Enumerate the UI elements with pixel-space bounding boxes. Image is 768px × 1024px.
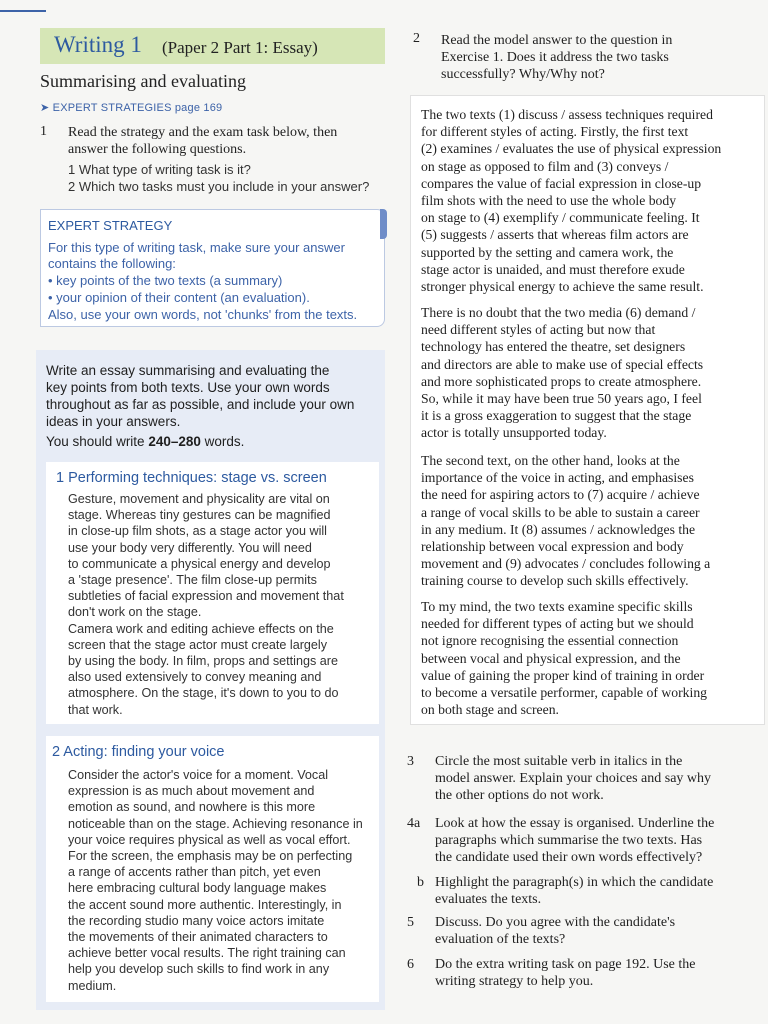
text-1-line: in close-up film shots, as a stage actor you will xyxy=(68,524,327,539)
expert-strategy-line: Also, use your own words, not 'chunks' from the texts. xyxy=(48,307,358,322)
q2-line: Read the model answer to the question in xyxy=(441,33,673,48)
exercise-line: paragraphs which summarise the two texts. Has xyxy=(435,833,703,848)
section-title-band xyxy=(40,28,385,64)
task-instruction: throughout as far as possible, and include your own xyxy=(46,397,355,412)
model-answer-line: and more sophisticated props to create atmosphere. xyxy=(421,373,702,389)
text-1-line: Gesture, movement and physicality are vital on xyxy=(68,492,330,506)
text-1-line: screen that the stage actor must create largely xyxy=(68,637,328,652)
model-answer-line: it is a gross exaggeration to suggest that the stage xyxy=(421,408,692,424)
model-answer-line: between vocal and physical expression, and the xyxy=(421,650,681,666)
page-subtitle: Summarising and evaluating xyxy=(40,71,246,91)
model-answer-line: training course to develop such skills effectively. xyxy=(421,573,689,589)
exercise-line: Circle the most suitable verb in italics in the xyxy=(435,754,683,769)
q1-subquestion: 2 Which two tasks must you include in your answer? xyxy=(68,179,370,194)
text-2-line: the movements of their animated characters to xyxy=(68,930,328,944)
model-answer-line: on both stage and screen. xyxy=(421,702,559,718)
model-answer-line: on stage to (4) exemplify / communicate feeling. It xyxy=(421,210,700,226)
exercise-number: 5 xyxy=(407,915,414,930)
model-answer-line: importance of the voice in acting, and emphasises xyxy=(421,470,694,486)
section-subtitle-paren: (Paper 2 Part 1: Essay) xyxy=(162,38,318,57)
text-2-line: expression is as much about movement and xyxy=(68,784,315,799)
model-answer-line: and directors are able to make use of special effects xyxy=(421,356,704,372)
exercise-number: 3 xyxy=(407,754,414,769)
q2-line: successfully? Why/Why not? xyxy=(441,67,605,82)
text-2-line: achieve better vocal results. The right training can xyxy=(68,946,346,961)
expert-strategies-link[interactable]: ➤ EXPERT STRATEGIES page 169 xyxy=(40,102,223,114)
text-2-line: a range of accents rather than pitch, yet even xyxy=(68,865,321,880)
model-answer-line: relationship between vocal expression and body xyxy=(421,539,684,554)
model-answer-line: film shots with the need to use the whole body xyxy=(421,193,677,208)
exercise-line: the other options do not work. xyxy=(435,788,604,803)
expert-strategy-tab xyxy=(380,209,387,239)
text-1-line: a 'stage presence'. The film close-up permits xyxy=(68,573,317,587)
expert-strategy-bullet: • your opinion of their content (an evaluation). xyxy=(48,290,310,305)
exercise-line: evaluation of the texts? xyxy=(435,932,566,947)
exercise-line: the candidate used their own words effectively? xyxy=(435,850,703,865)
exercise-line: Discuss. Do you agree with the candidate's xyxy=(435,915,676,930)
word-count-instruction: You should write 240–280 words. xyxy=(46,434,245,449)
exercise-line: Look at how the essay is organised. Underline the xyxy=(435,816,715,831)
model-answer-line: value of gaining the proper kind of training in order xyxy=(421,667,705,683)
exercise-line: Highlight the paragraph(s) in which the candidate xyxy=(435,875,714,890)
model-answer-line: (2) examines / evaluates the use of physical expression xyxy=(421,141,722,157)
q1-subquestion: 1 What type of writing task is it? xyxy=(68,162,251,177)
model-answer-line: So, while it may have been true 50 years ago, I feel xyxy=(421,391,702,406)
model-answer-line: for different styles of acting. Firstly, the first text xyxy=(421,124,689,140)
text-1-line: stage. Whereas tiny gestures can be magnified xyxy=(68,508,331,523)
q1-number: 1 xyxy=(40,124,47,139)
model-answer-line: The second text, on the other hand, looks at the xyxy=(421,453,680,468)
text-2-line: For the screen, the emphasis may be on perfecting xyxy=(68,849,353,863)
text-1-line: don't work on the stage. xyxy=(68,605,202,620)
text-2-line: noticeable than on the stage. Achieving resonance in xyxy=(68,816,363,831)
text-2-heading: 2 Acting: finding your voice xyxy=(52,744,225,760)
text-2-line: the recording studio many voice actors imitate xyxy=(68,913,325,928)
model-answer-line: a range of vocal skills to be able to sustain a career xyxy=(421,504,700,520)
text-1-heading: 1 Performing techniques: stage vs. screen xyxy=(56,470,327,486)
text-1-line: that work. xyxy=(68,702,123,717)
task-instruction: ideas in your answers. xyxy=(46,414,181,429)
model-answer-line: There is no doubt that the two media (6) demand / xyxy=(421,305,696,320)
exercise-line: evaluates the texts. xyxy=(435,892,542,907)
model-answer-line: stage actor is unaided, and must therefore exude xyxy=(421,261,685,277)
text-1-line: use your body very differently. You will need xyxy=(68,540,312,555)
model-answer-line: the need for aspiring actors to (7) acquire / achieve xyxy=(421,487,700,503)
q1-line: answer the following questions. xyxy=(68,142,247,157)
section-title: Writing 1 xyxy=(54,32,142,57)
exercise-line: model answer. Explain your choices and say why xyxy=(435,771,712,786)
model-answer-line: stronger physical energy to achieve the same result. xyxy=(421,279,704,294)
exercise-number: 4a xyxy=(407,816,421,831)
exercise-line: writing strategy to help you. xyxy=(435,974,594,989)
task-instruction: key points from both texts. Use your own words xyxy=(46,380,330,395)
model-answer-line: in any medium. It (8) assumes / acknowledges the xyxy=(421,521,696,537)
model-answer-line: movement and (9) advocates / concludes following a xyxy=(421,556,711,572)
text-2-line: here embracing cultural body language makes xyxy=(68,881,327,896)
text-2-line: the accent sound more authentic. Interestingly, in xyxy=(68,897,342,912)
model-answer-line: To my mind, the two texts examine specific skills xyxy=(421,599,693,614)
model-answer-line: supported by the setting and camera work, the xyxy=(421,244,674,260)
expert-strategy-line: contains the following: xyxy=(48,256,176,271)
word-count: 240–280 xyxy=(148,434,201,449)
top-rule xyxy=(0,10,46,12)
model-answer-line: to become a versatile performer, capable of working xyxy=(421,685,708,700)
model-answer-line: needed for different types of acting but we should xyxy=(421,616,694,632)
q2-number: 2 xyxy=(413,31,420,46)
model-answer-line: (5) suggests / asserts that whereas film actors are xyxy=(421,227,689,243)
model-answer-line: not ignore recognising the essential connection xyxy=(421,633,679,649)
exercise-number: 6 xyxy=(407,957,414,972)
text-2-line: emotion as sound, and nowhere is this more xyxy=(68,800,316,815)
model-answer-line: The two texts (1) discuss / assess techniques required xyxy=(421,107,713,122)
text-2-line: your voice requires physical as well as vocal effort. xyxy=(68,832,351,847)
model-answer-line: need different styles of acting but now that xyxy=(421,322,656,338)
text-1-line: Camera work and editing achieve effects on the xyxy=(68,621,334,636)
text-2-line: Consider the actor's voice for a moment. Vocal xyxy=(68,768,328,782)
exercise-line: Do the extra writing task on page 192. Use the xyxy=(435,957,696,972)
text-1-line: by using the body. In film, props and settings are xyxy=(68,654,338,668)
q2-line: Exercise 1. Does it address the two tasks xyxy=(441,50,669,65)
exercise-number: b xyxy=(417,875,424,890)
text-1-line: subtleties of facial expression and movement that xyxy=(68,589,344,604)
model-answer-line: on stage as opposed to film and (3) conveys / xyxy=(421,158,669,174)
text-2-line: help you develop such skills to find work in any xyxy=(68,962,330,977)
text-1-line: atmosphere. On the stage, it's down to you to do xyxy=(68,686,339,701)
expert-strategy-title: EXPERT STRATEGY xyxy=(48,218,173,233)
model-answer-line: technology has entered the theatre, set designers xyxy=(421,339,686,355)
model-answer-line: actor is totally unsupported today. xyxy=(421,425,607,441)
expert-strategy-line: For this type of writing task, make sure your answer xyxy=(48,240,345,255)
text-1-line: also used extensively to convey meaning and xyxy=(68,670,322,685)
text-2-line: medium. xyxy=(68,978,117,993)
model-answer-line: compares the value of facial expression in close-up xyxy=(421,175,702,191)
text-1-line: to communicate a physical energy and develop xyxy=(68,556,331,571)
q1-line: Read the strategy and the exam task below, then xyxy=(68,125,338,140)
task-instruction: Write an essay summarising and evaluating the xyxy=(46,363,330,378)
expert-strategy-bullet: • key points of the two texts (a summary) xyxy=(48,273,283,288)
